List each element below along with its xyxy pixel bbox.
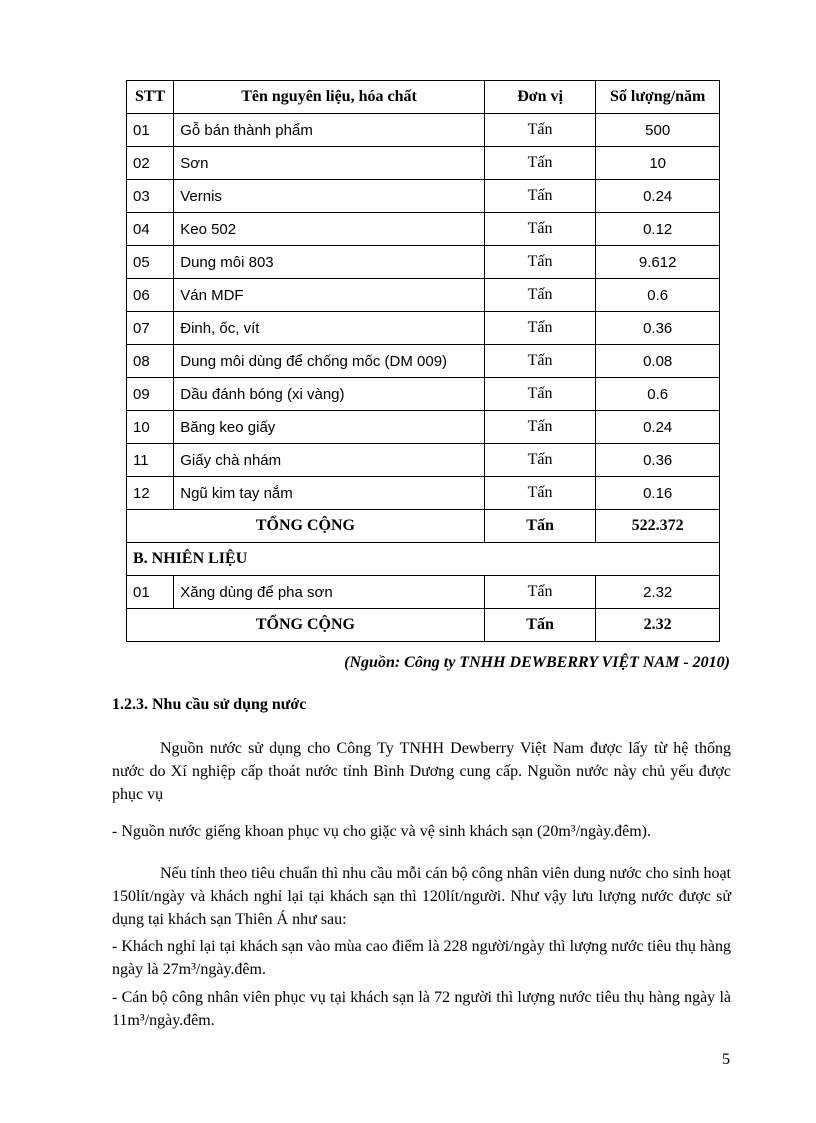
row-stt: 01 xyxy=(127,114,174,147)
header-name: Tên nguyên liệu, hóa chất xyxy=(174,81,485,114)
materials-table xyxy=(126,80,720,642)
header-unit: Đơn vị xyxy=(484,81,596,114)
paragraph: - Khách nghỉ lại tại khách sạn vào mùa cao điểm là 228 người/ngày thì lượng nước tiêu thụ hàng ngày là 27m³/ngày.đêm. xyxy=(112,938,731,978)
section-row xyxy=(127,543,720,576)
row-unit: Tấn xyxy=(484,246,596,279)
table-row xyxy=(127,114,720,147)
row-quantity: 9.612 xyxy=(596,246,720,279)
row-quantity: 0.6 xyxy=(596,378,720,411)
table-row xyxy=(127,213,720,246)
table-row xyxy=(127,444,720,477)
section-b-title: B. NHIÊN LIỆU xyxy=(127,543,720,576)
paragraph: Nguồn nước sử dụng cho Công Ty TNHH Dewberry Việt Nam được lấy từ hệ thống nước do Xí nghiệp cấp thoát nước tỉnh Bình Dương cung cấp. Nguồn nước này chủ yếu được phục vụ xyxy=(112,740,731,803)
source-note: (Nguồn: Công ty TNHH DEWBERRY VIỆT NAM - 2010) xyxy=(344,654,730,671)
row-stt: 02 xyxy=(127,147,174,180)
row-stt: 06 xyxy=(127,279,174,312)
row-unit: Tấn xyxy=(484,279,596,312)
table-row xyxy=(127,246,720,279)
row-stt: 09 xyxy=(127,378,174,411)
table-header-row xyxy=(127,81,720,114)
row-name: Dung môi 803 xyxy=(174,246,485,279)
row-quantity: 0.24 xyxy=(596,180,720,213)
row-stt: 03 xyxy=(127,180,174,213)
table-row xyxy=(127,147,720,180)
row-stt: 08 xyxy=(127,345,174,378)
row-stt: 12 xyxy=(127,477,174,510)
table-row xyxy=(127,279,720,312)
paragraph: - Nguồn nước giếng khoan phục vụ cho giặc và vệ sinh khách sạn (20m³/ngày.đêm). xyxy=(112,823,651,840)
row-name: Giấy chà nhám xyxy=(174,444,485,477)
row-name: Đinh, ốc, vít xyxy=(174,312,485,345)
row-unit: Tấn xyxy=(484,213,596,246)
header-quantity: Số lượng/năm xyxy=(596,81,720,114)
paragraph: - Cán bộ công nhân viên phục vụ tại khách sạn là 72 người thì lượng nước tiêu thụ hàng ngày là 11m³/ngày.đêm. xyxy=(112,989,731,1029)
row-quantity: 0.12 xyxy=(596,213,720,246)
row-unit: Tấn xyxy=(484,477,596,510)
row-name: Vernis xyxy=(174,180,485,213)
table-row xyxy=(127,180,720,213)
row-name: Băng keo giấy xyxy=(174,411,485,444)
total-row xyxy=(127,510,720,543)
row-unit: Tấn xyxy=(484,345,596,378)
row-unit: Tấn xyxy=(484,180,596,213)
total-label: TỔNG CỘNG xyxy=(127,609,485,642)
row-unit: Tấn xyxy=(484,411,596,444)
row-name: Keo 502 xyxy=(174,213,485,246)
row-quantity: 2.32 xyxy=(596,576,720,609)
page-number: 5 xyxy=(722,1051,730,1068)
row-stt: 11 xyxy=(127,444,174,477)
row-name: Ván MDF xyxy=(174,279,485,312)
total-quantity: 2.32 xyxy=(596,609,720,642)
row-unit: Tấn xyxy=(484,312,596,345)
row-unit: Tấn xyxy=(484,444,596,477)
row-stt: 07 xyxy=(127,312,174,345)
header-stt: STT xyxy=(127,81,174,114)
row-name: Dung môi dùng để chống mốc (DM 009) xyxy=(174,345,485,378)
table-row xyxy=(127,345,720,378)
row-unit: Tấn xyxy=(484,378,596,411)
table-row xyxy=(127,378,720,411)
row-name: Sơn xyxy=(174,147,485,180)
row-stt: 04 xyxy=(127,213,174,246)
table-row xyxy=(127,576,720,609)
total-row xyxy=(127,609,720,642)
row-name: Dầu đánh bóng (xi vàng) xyxy=(174,378,485,411)
row-name: Ngũ kim tay nắm xyxy=(174,477,485,510)
section-heading: 1.2.3. Nhu cầu sử dụng nước xyxy=(112,696,307,713)
paragraph: Nếu tính theo tiêu chuẩn thì nhu cầu mỗi cán bộ công nhân viên dung nước cho sinh hoạt 150lít/ngày và khách nghỉ lại tại khách sạn thì 120lít/người. Như vậy lưu lượng nước được sử dụng tại khách sạn Thiên Á như sau: xyxy=(112,865,731,928)
row-quantity: 0.36 xyxy=(596,312,720,345)
row-stt: 01 xyxy=(127,576,174,609)
row-quantity: 10 xyxy=(596,147,720,180)
row-quantity: 0.08 xyxy=(596,345,720,378)
table-row xyxy=(127,477,720,510)
row-name: Gỗ bán thành phẩm xyxy=(174,114,485,147)
row-stt: 10 xyxy=(127,411,174,444)
total-quantity: 522.372 xyxy=(596,510,720,543)
row-stt: 05 xyxy=(127,246,174,279)
row-unit: Tấn xyxy=(484,576,596,609)
table-row xyxy=(127,411,720,444)
row-quantity: 500 xyxy=(596,114,720,147)
row-quantity: 0.16 xyxy=(596,477,720,510)
row-unit: Tấn xyxy=(484,147,596,180)
total-unit: Tấn xyxy=(484,510,596,543)
row-quantity: 0.6 xyxy=(596,279,720,312)
row-quantity: 0.36 xyxy=(596,444,720,477)
row-quantity: 0.24 xyxy=(596,411,720,444)
total-unit: Tấn xyxy=(484,609,596,642)
row-name: Xăng dùng để pha sơn xyxy=(174,576,485,609)
total-label: TỔNG CỘNG xyxy=(127,510,485,543)
row-unit: Tấn xyxy=(484,114,596,147)
table-row xyxy=(127,312,720,345)
